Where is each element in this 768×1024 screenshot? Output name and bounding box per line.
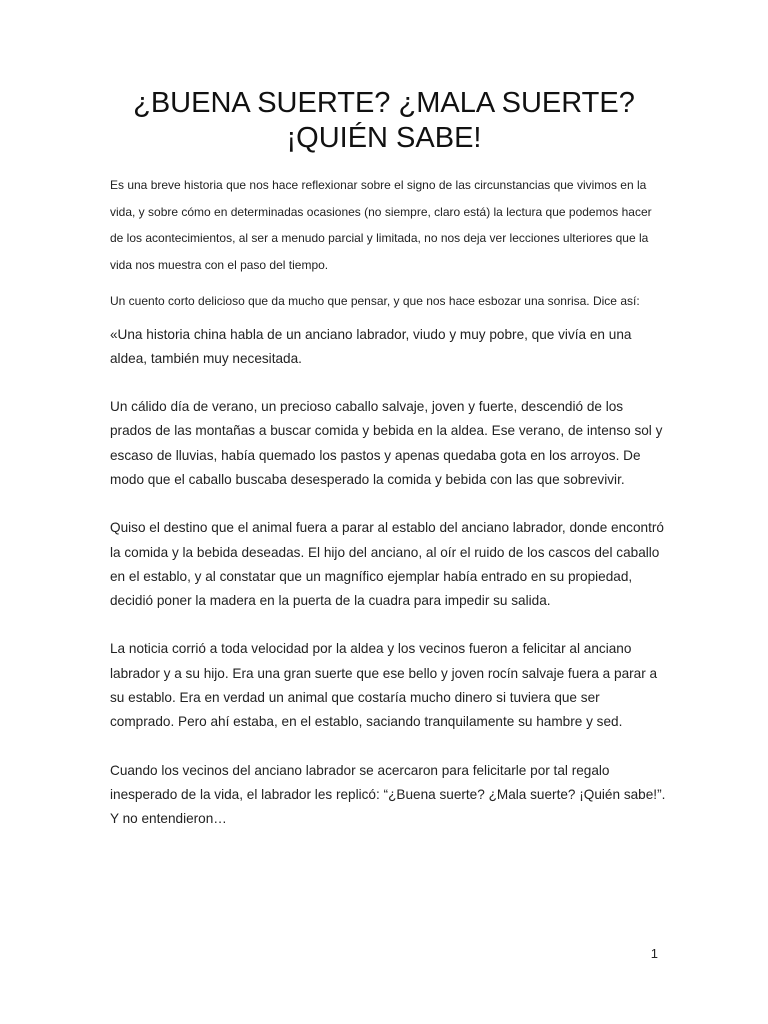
story-paragraph: La noticia corrió a toda velocidad por la aldea y los vecinos fueron a felicitar al anciano labrador y a su hijo. Era una gran suerte que ese bello y joven rocín salvaje fuera a parar a su establo. Era en verdad un animal que costaría mucho dinero si tuviera que ser comprado. Pero ahí estaba, en el establo, saciando tranquilamente su hambre y sed.: [110, 641, 658, 730]
story-paragraph: «Una historia china habla de un anciano labrador, viudo y muy pobre, que vivía en una aldea, también muy necesitada.: [110, 326, 632, 366]
intro-paragraph: Un cuento corto delicioso que da mucho que pensar, y que nos hace esbozar una sonrisa. Dice así:: [110, 294, 640, 308]
intro-paragraph: Es una breve historia que nos hace reflexionar sobre el signo de las circunstancias que vivimos en la vida, y sobre cómo en determinadas ocasiones (no siempre, claro está) la lectura que podemos hacer de los acontecimientos, al ser a menudo parcial y limitada, no nos deja ver lecciones ulteriores que la vida nos muestra con el paso del tiempo.: [110, 178, 652, 272]
page-number: 1: [650, 946, 658, 961]
document-title: [60, 86, 708, 156]
title-line-1: ¿BUENA SUERTE? ¿MALA SUERTE?: [133, 87, 635, 119]
document-body: [110, 172, 666, 856]
story-paragraph: Quiso el destino que el animal fuera a parar al establo del anciano labrador, donde encontró la comida y la bebida deseadas. El hijo del anciano, al oír el ruido de los cascos del caballo en el establo, y al constatar que un magnífico ejemplar había entrado en su propiedad, decidió poner la madera en la puerta de la cuadra para impedir su salida.: [110, 520, 664, 609]
story-section: [110, 323, 666, 832]
story-paragraph: Un cálido día de verano, un precioso caballo salvaje, joven y fuerte, descendió de los prados de las montañas a buscar comida y bebida en la aldea. Ese verano, de intenso sol y escaso de lluvias, había quemado los pastos y apenas quedaba gota en los arroyos. De modo que el caballo buscaba desesperado la comida y bebida con las que sobrevivir.: [110, 399, 663, 487]
story-paragraph: Cuando los vecinos del anciano labrador se acercaron para felicitarle por tal regalo inesperado de la vida, el labrador les replicó: “¿Buena suerte? ¿Mala suerte? ¡Quién sabe!”. Y no entendieron…: [110, 762, 666, 827]
intro-section: [110, 172, 666, 315]
title-line-2: ¡QUIÉN SABE!: [286, 122, 482, 154]
